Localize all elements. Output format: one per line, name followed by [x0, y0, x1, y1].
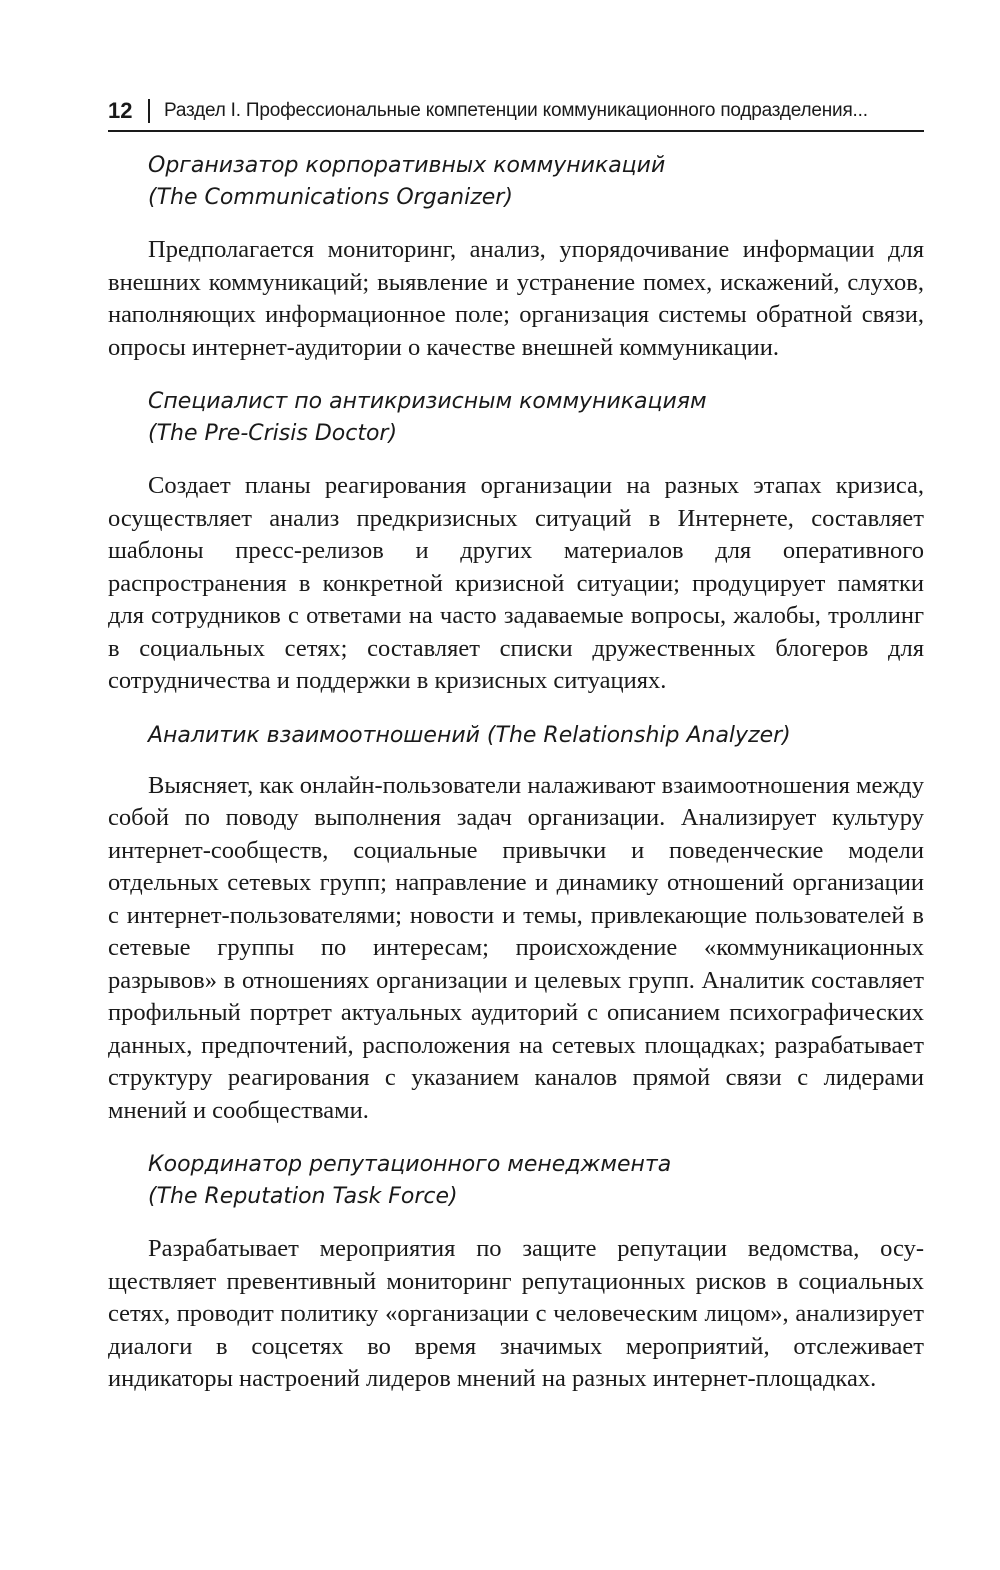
running-head: Раздел I. Профессиональные компетенции коммуникационного подразделения... — [163, 100, 868, 121]
page-header — [108, 92, 924, 132]
section-body-reputation-task-force: Разрабатывает мероприятия по защите репутации ведомства, осуществляет превентивный мониторинг репутационных рисков в социальных сетях, проводит политику «организации с человеческим лицом», анализирует диалоги в соцсетях во время значимых мероприятий, отслеживает индикаторы настроений лидеров мнений на разных интернет-площадках. — [108, 1235, 924, 1392]
section-body-communications-organizer: Предполагается мониторинг, анализ, упорядочивание информации для внешних коммуникаций; выявление и устранение помех, искажений, слухов, наполняющих информационное поле; организация системы обратной связи, опросы интернет-аудитории о качестве внешней коммуникации. — [108, 236, 924, 361]
section-title-line: Аналитик взаимоотношений (The Relationship Analyzer) — [148, 722, 791, 748]
section-title-relationship-analyzer — [108, 720, 924, 752]
section-body-relationship-analyzer: Выясняет, как онлайн-пользователи налаживают взаимоотношения между собой по поводу выполнения задач организации. Анализирует культуру интернет-сообществ, социальные привычки и поведенческие модели отдельных сетевых групп; направление и динамику отношений организации с интернет-пользователями; новости и темы, привлекающие пользователей в сетевые группы по интересам; происхождение «коммуникационных разрывов» в отношениях организации и целевых групп. Аналитик составляет профильный портрет актуальных аудиторий с описанием психографических данных, предпочтений, расположения на сетевых площадках; разрабатывает структуру реагирования с указанием каналов прямой связи с лидерами мнений и сообществами. — [108, 771, 924, 1124]
section-title-line: Организатор корпоративных коммуникаций — [148, 153, 666, 178]
section-title-communications-organizer — [108, 150, 924, 214]
section-title-reputation-task-force — [108, 1149, 924, 1213]
section-title-line: (The Pre-Crisis Doctor) — [148, 421, 398, 446]
section-title-line: Специалист по антикризисным коммуникациям — [148, 389, 707, 414]
page-number: 12 — [108, 98, 133, 123]
section-body-pre-crisis-doctor: Создает планы реагирования организации на разных этапах кризиса, осуществляет анализ предкризисных ситуаций в Интернете, составляет шаблоны пресс-релизов и других материалов для оперативного распространения в конкретной кризисной ситуации; продуцирует памятки для сотрудников с ответами на часто задаваемые вопросы, жалобы, троллинг в социальных сетях; составляет списки дружественных блогеров для сотрудничества и поддержки в кризисных ситуациях. — [108, 472, 924, 694]
header-divider — [148, 99, 150, 123]
section-title-pre-crisis-doctor — [108, 386, 924, 450]
section-title-line: (The Reputation Task Force) — [148, 1184, 458, 1209]
section-title-line: (The Communications Organizer) — [148, 185, 513, 210]
book-page — [108, 92, 924, 1396]
section-title-line: Координатор репутационного менеджмента — [148, 1152, 672, 1177]
